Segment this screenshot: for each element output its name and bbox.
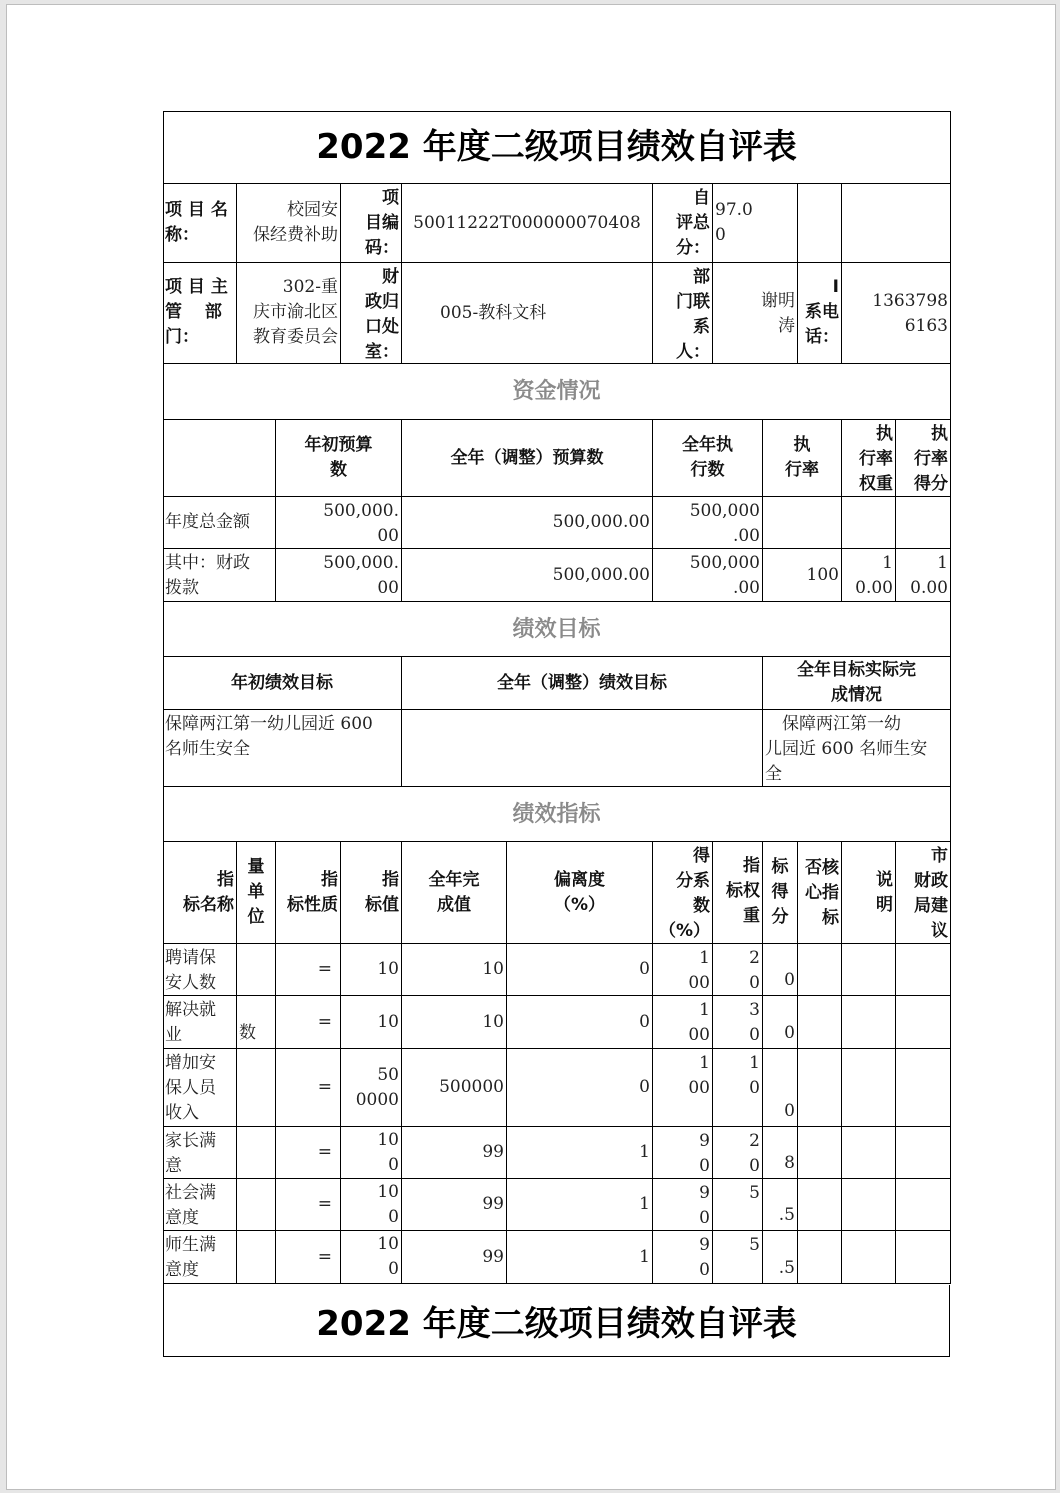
ind-cell-score: 0 [763,996,798,1049]
blank-cell [842,1179,896,1231]
goals-header-actual: 全年目标实际完 成情况 [763,657,951,710]
indicators-section-title: 绩效指标 [163,787,951,842]
contact-label: 部 门联 系 人： [653,263,713,364]
goals-actual: 保障两江第一幼 儿园近 600 名师生安 全 [763,710,951,787]
ind-cell-target: 10 0 [341,1179,402,1231]
ind-cell-weight: 5 [713,1231,763,1284]
ind-cell-nature: = [276,996,341,1049]
blank-cell [842,1049,896,1127]
ind-cell-weight: 1 0 [713,1049,763,1127]
ind-cell-actual: 99 [402,1231,507,1284]
blank-cell [798,944,842,996]
blank-cell [896,1179,951,1231]
ind-cell-unit [237,1179,276,1231]
ind-cell-actual: 99 [402,1179,507,1231]
ind-cell-target: 10 [341,944,402,996]
funds-row-initial: 500,000. 00 [276,549,402,602]
ind-cell-score: .5 [763,1179,798,1231]
blank-cell [798,996,842,1049]
funds-row-executed: 500,000 .00 [653,549,763,602]
ind-cell-deviation: 1 [507,1179,653,1231]
ind-cell-name: 师生满 意度 [163,1231,237,1284]
funds-row-weight [842,497,896,549]
finance-label: 财 政归 口处 室： [341,263,402,364]
goals-adjusted [402,710,763,787]
ind-cell-nature: = [276,1179,341,1231]
blank-cell [896,944,951,996]
page-title: 2022 年度二级项目绩效自评表 [163,111,951,184]
ind-cell-actual: 10 [402,944,507,996]
ind-cell-unit [237,944,276,996]
blank-cell [842,996,896,1049]
ind-cell-actual: 99 [402,1127,507,1179]
goals-header-adjusted: 全年（调整）绩效目标 [402,657,763,710]
ind-cell-name: 聘请保 安人数 [163,944,237,996]
ind-header-target: 指 标值 [341,842,402,944]
ind-header-nature: 指 标性质 [276,842,341,944]
ind-cell-target: 10 0 [341,1231,402,1284]
ind-cell-unit [237,1049,276,1127]
ind-header-coef: 得 分系 数 （%） [653,842,713,944]
blank-cell [896,996,951,1049]
ind-cell-deviation: 0 [507,1049,653,1127]
blank-cell [798,1049,842,1127]
ind-cell-target: 10 0 [341,1127,402,1179]
evaluation-table [163,111,951,1285]
blank-cell [896,1049,951,1127]
dept-label: 项 目 主 管 部 门： [163,263,237,364]
self-score-value: 97.0 0 [713,184,798,263]
ind-header-core: 否核 心指 标 [798,842,842,944]
ind-cell-actual: 10 [402,996,507,1049]
goals-initial: 保障两江第一幼儿园近 600 名师生安全 [163,710,402,787]
blank-cell [896,1127,951,1179]
ind-cell-nature: = [276,1231,341,1284]
blank-cell [798,1179,842,1231]
ind-cell-nature: = [276,1049,341,1127]
blank-cell [163,420,276,497]
ind-cell-nature: = [276,1127,341,1179]
ind-cell-name: 解决就 业 [163,996,237,1049]
funds-row-label: 年度总金额 [163,497,276,549]
ind-cell-unit [237,1127,276,1179]
ind-cell-target: 50 0000 [341,1049,402,1127]
blank-cell [798,1231,842,1284]
ind-cell-coef: 1 00 [653,944,713,996]
ind-cell-deviation: 0 [507,944,653,996]
funds-header-weight: 执 行率 权重 [842,420,896,497]
goals-section-title: 绩效目标 [163,602,951,657]
dept-value: 302-重 庆市渝北区 教育委员会 [237,263,341,364]
funds-row-executed: 500,000 .00 [653,497,763,549]
blank-cell [842,1231,896,1284]
blank-cell [798,184,842,263]
ind-cell-actual: 500000 [402,1049,507,1127]
footer-title: 2022 年度二级项目绩效自评表 [163,1285,950,1357]
ind-cell-score: 0 [763,1049,798,1127]
blank-cell [842,184,951,263]
ind-cell-deviation: 1 [507,1231,653,1284]
blank-cell [842,944,896,996]
blank-cell [842,1127,896,1179]
blank-cell [896,1231,951,1284]
ind-cell-weight: 2 0 [713,944,763,996]
ind-cell-unit [237,1231,276,1284]
self-score-label: 自 评总 分： [653,184,713,263]
ind-cell-weight: 2 0 [713,1127,763,1179]
ind-cell-coef: 9 0 [653,1179,713,1231]
phone-label: I 系电 话： [798,263,842,364]
funds-section-title: 资金情况 [163,364,951,420]
ind-cell-deviation: 0 [507,996,653,1049]
funds-row-score: 1 0.00 [896,549,951,602]
funds-row-adjusted: 500,000.00 [402,549,653,602]
funds-row-rate [763,497,842,549]
ind-cell-nature: = [276,944,341,996]
funds-header-initial: 年初预算 数 [276,420,402,497]
ind-header-actual: 全年完 成值 [402,842,507,944]
ind-header-score: 标 得 分 [763,842,798,944]
ind-cell-target: 10 [341,996,402,1049]
ind-cell-weight: 3 0 [713,996,763,1049]
ind-header-advice: 市 财政 局建 议 [896,842,951,944]
ind-cell-weight: 5 [713,1179,763,1231]
funds-header-score: 执 行率 得分 [896,420,951,497]
phone-value: 1363798 6163 [842,263,951,364]
project-code-label: 项 目编 码： [341,184,402,263]
ind-cell-coef: 1 00 [653,996,713,1049]
ind-header-unit: 量 单 位 [237,842,276,944]
ind-header-weight: 指 标权 重 [713,842,763,944]
ind-cell-score: 8 [763,1127,798,1179]
ind-cell-unit: 数 [237,996,276,1049]
project-name-value: 校园安 保经费补助 [237,184,341,263]
ind-header-note: 说 明 [842,842,896,944]
funds-row-score [896,497,951,549]
goals-header-initial: 年初绩效目标 [163,657,402,710]
ind-cell-score: .5 [763,1231,798,1284]
funds-header-rate: 执 行率 [763,420,842,497]
funds-row-adjusted: 500,000.00 [402,497,653,549]
finance-value: 005-教科文科 [402,263,653,364]
funds-header-executed: 全年执 行数 [653,420,763,497]
ind-cell-coef: 1 00 [653,1049,713,1127]
ind-cell-score: 0 [763,944,798,996]
project-name-label: 项 目 名 称： [163,184,237,263]
ind-header-deviation: 偏离度 （%） [507,842,653,944]
funds-row-weight: 1 0.00 [842,549,896,602]
ind-cell-coef: 9 0 [653,1231,713,1284]
funds-row-initial: 500,000. 00 [276,497,402,549]
funds-row-rate: 100 [763,549,842,602]
ind-cell-name: 家长满 意 [163,1127,237,1179]
funds-row-label: 其中：财政 拨款 [163,549,276,602]
project-code-value: 50011222T000000070408 [402,184,653,263]
funds-header-adjusted: 全年（调整）预算数 [402,420,653,497]
ind-cell-coef: 9 0 [653,1127,713,1179]
blank-cell [798,1127,842,1179]
ind-cell-deviation: 1 [507,1127,653,1179]
ind-header-name: 指 标名称 [163,842,237,944]
contact-value: 谢明 涛 [713,263,798,364]
ind-cell-name: 社会满 意度 [163,1179,237,1231]
ind-cell-name: 增加安 保人员 收入 [163,1049,237,1127]
